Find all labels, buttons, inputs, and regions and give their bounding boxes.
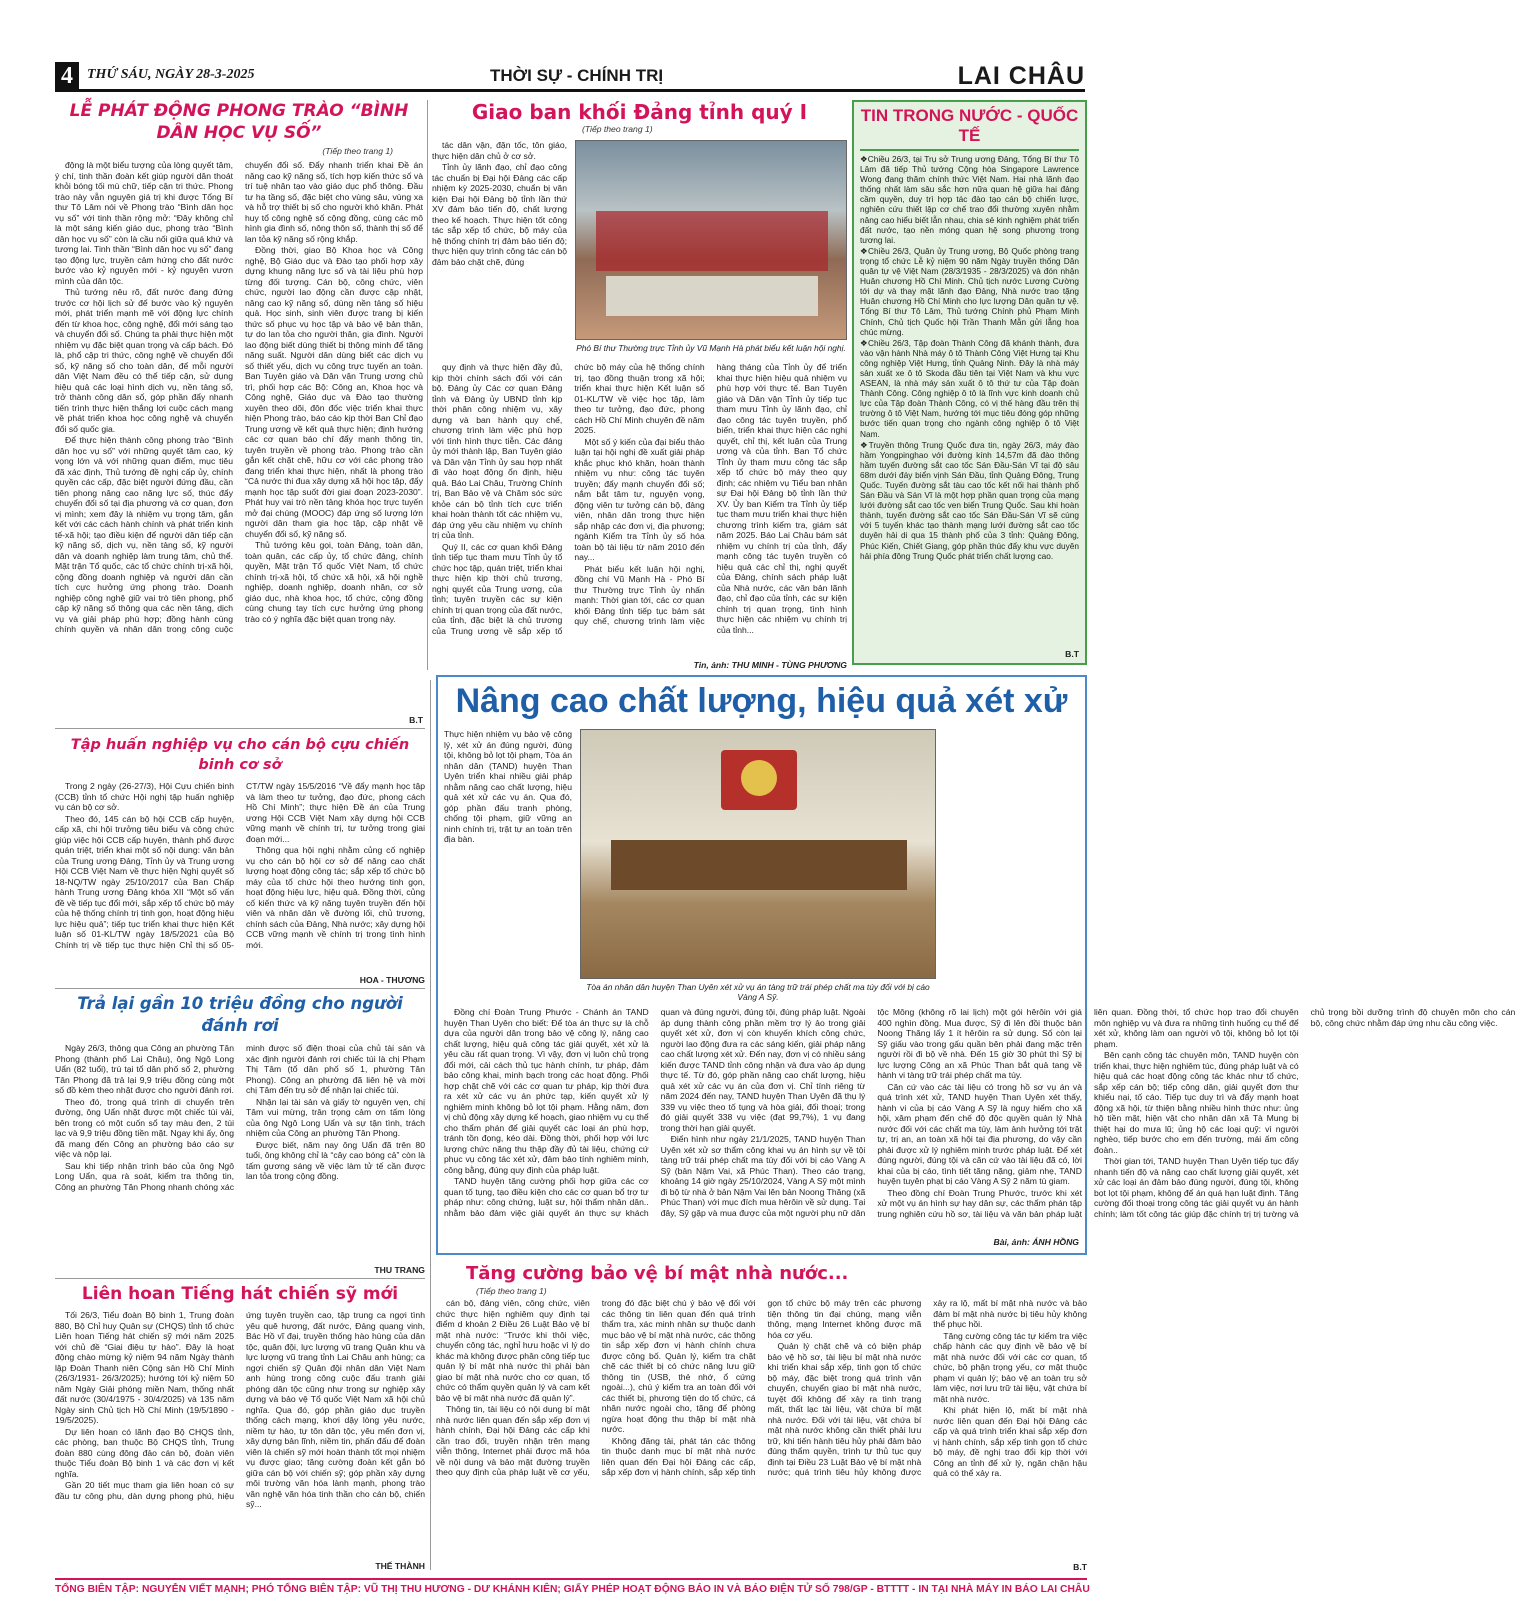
paragraph: Thời gian tới, TAND huyện Than Uyên tiếp tục đẩy nhanh tiến độ và nâng cao chất lượng giải quyết, xét xử các loại án đảm bảo đúng người, đúng tội, không bọt lọt tội phạm, không để án quá hạn luật định. Tăng cường đối thoại trong công tác giải quyết vụ án hành chính; làm tốt công tác giúp đặc chính trị trị tường và chủ trọng bồi dưỡng trình độ chuyên môn cho cán bộ, công chức nhằm đáp ứng nhu cầu công việc. [1093, 1007, 1515, 1219]
paragraph: Gần 20 tiết mục tham gia liên hoan có sự đầu tư công phu, dàn dựng phong phú, hiệu ứng tuyên truyền cao, tập trung ca ngợi tình yêu quê hương, đất nước, Đảng quang vinh, Bác Hồ vĩ đại, truyền thống hào hùng của dân tộc, quân đội, lực lượng vũ trang Quân khu và lực lượng vũ trang tỉnh Lai Châu anh hùng; ca ngợi chiến sỹ Quân đội nhân dân Việt Nam anh hùng trong công cuộc đấu tranh giải phóng dân tộc cũng như trong sự nghiệp xây dựng và bảo vệ Tổ quốc Việt Nam xã hội chủ nghĩa. Qua đó, góp phần giáo dục truyền thống cách mạng, khơi dậy lòng yêu nước, niềm tự hào, tự tôn dân tộc, yêu mến đơn vị, xây dựng bản lĩnh, niềm tin, phấn đấu để đoàn viên là chiến sỹ mới hoàn thành tốt mọi nhiệm vụ được giao; tăng cường đoàn kết gắn bó giữa cán bộ với chiến sỹ; góp phần xây dựng môi trường văn hóa lành mạnh, phong trào văn nghệ văn hóa tinh thần cho cán bộ, chiến sỹ... [55, 1310, 425, 1509]
article-title: Tập huấn nghiệp vụ cho cán bộ cựu chiến binh cơ sở [70, 737, 410, 773]
paragraph: Theo đồng chí Đoàn Trung Phước, trước khi xét xử một vụ án hình sự hay dân sự, các thẩm phán tập trung nghiên cứu hồ sơ, tài liệu và văn bản pháp luật liên quan. Đồng thời, tổ chức họp trao đổi chuyên môn nghiệp vụ và đưa ra những tình huống cụ thể để xét xử, không làm oan người vô tội, không bỏ lọt tội phạm. [877, 1007, 1299, 1219]
paragraph: quy định và thực hiện đầy đủ, kịp thời chính sách đối với cán bộ. Đảng ủy Các cơ quan Đảng tỉnh và Đảng ủy UBND tỉnh kịp thời phân công nhiệm vụ, xây dựng và ban hành quy chế, chương trình làm việc phù hợp với tình hình thực tiễn. Các đảng ủy mới thành lập, Ban Tuyên giáo và Dân vận Tỉnh ủy sau hợp nhất đi vào hoạt động ổn định, hiệu quả. Báo Lai Châu, Trường Chính trị, Ban Bảo vệ và Chăm sóc sức khỏe cán bộ tỉnh tích cực triển khai hoàn thành tốt các nhiệm vụ, đáp ứng yêu cầu nhiệm vụ chính trị của tỉnh. [432, 362, 563, 540]
paragraph: Ngày 26/3, thông qua Công an phường Tân Phong (thành phố Lai Châu), ông Ngô Long Uẩn (82 tuổi), trú tại tổ dân phố số 2, phường Tân Phong đã trả lại 9,9 triệu đồng cùng một số đồ kèm theo nhặt được cho người đánh rơi. [55, 1043, 234, 1095]
news-box-body [860, 154, 1079, 561]
paragraph: Một số ý kiến của đại biểu thảo luận tại hội nghị đề xuất giải pháp khắc phục khó khăn, hoàn thành nhiệm vụ như: công tác tuyên truyền; đẩy mạnh chuyển đổi số; nắm bắt tâm tư, nguyện vọng, động viên tư tưởng cán bộ, đảng viên, nhân dân trong thực hiện sắp nhập các đơn vị, địa phương; ngành Kiểm tra Tỉnh ủy số hóa toàn bộ tài liệu từ năm 2010 đến nay... [574, 436, 705, 562]
paragraph: Thủ tướng nêu rõ, đất nước đang đứng trước cơ hội lịch sử để bước vào kỷ nguyên mới, phát triển mạnh mẽ với động lực chính đến từ khoa học, công nghệ, đổi mới sáng tạo và chuyển đổi số. Chúng ta phải thực hiện một nhiệm vụ đặc biệt quan trọng và cấp bách. Đó là, phổ cập tri thức, công nghệ về chuyển đổi số, kỹ năng số cho toàn dân, để mỗi người dân Việt Nam đều có thể tiếp cận, sử dụng hiệu quả các loại hình dịch vụ, nền tảng số, trở thành công dân số, góp phần đẩy nhanh tiến trình thực hiện thắng lợi cuộc cách mạng về phát triển khoa học công nghệ và chuyển đổi số quốc gia. [55, 287, 233, 434]
article-tra-lai [55, 993, 425, 1275]
news-item: ❖Chiều 26/3, Tập đoàn Thành Công đã khánh thành, đưa vào vận hành Nhà máy ô tô Thành Công Việt Hưng tại Khu công nghiệp Việt Hưng, tỉnh Quảng Ninh. Đây là nhà máy sản xuất xe ô tô Skoda đầu tiên tại Việt Nam và khu vực ASEAN, là nhà máy sản xuất ô tô thứ tư của Tập đoàn Thành Công. Công nghiệp ô tô là lĩnh vực kinh doanh chủ lực của Tập đoàn Thành Công, có vị thế hàng đầu trên thị trường ô tô Việt Nam, hướng tới mục tiêu đóng góp những bước tiến quan trọng cho ngành công nghiệp ô tô Việt Nam. [860, 337, 1079, 439]
news-item: ❖Truyền thông Trung Quốc đưa tin, ngày 26/3, máy đào hầm Yongpinghao với đường kính 14,57m đã đào thông hầm tuyến đường sắt cao tốc Sán Đầu-Sán Vĩ tại độ sâu 68m dưới đáy biển vịnh Sán Đầu, tỉnh Quảng Đông, Trung Quốc. Tuyến đường sắt tàu cao tốc kết nối hai thành phố Sán Đầu và Sán Vĩ là một hợp phần quan trọng của mạng lưới đường sắt cao tốc ven biển Trung Quốc. Sau khi hoàn thành, tuyến đường sắt cao tốc Sán Đầu-Sán Vĩ sẽ cùng với 5 tuyến khác tạo thành mạng lưới đường sắt cao tốc duyên hải di qua 15 thành phố của 3 tỉnh: Quảng Đông, Phúc Kiến, Chiết Giang, góp phần thúc đẩy khu vực duyên hải phía đông Trung Quốc phát triển chất lượng cao. [860, 439, 1079, 561]
court-photo [580, 729, 936, 979]
paragraph: Tỉnh ủy lãnh đạo, chỉ đạo công tác chuẩn bị Đại hội Đảng các cấp nhiệm kỳ 2025-2030, chuẩn bị văn kiện Đại hội Đảng bộ tỉnh lần thứ XV đảm bảo tiến độ, chất lượng theo kế hoạch. Thực hiện tốt công tác sắp xếp tổ chức, bộ máy của hệ thống chính trị đảm bảo tiến độ; thực hiện quy trình công tác cán bộ đảm bảo chặt chẽ, đúng [432, 162, 567, 267]
paragraph: Dự liên hoan có lãnh đạo Bộ CHQS tỉnh, các phòng, ban thuộc Bộ CHQS tỉnh, Trung đoàn 880 cùng đông đảo cán bộ, đoàn viên thuộc Tiểu đoàn Bộ binh 1 và các đơn vị kết nghĩa. [55, 1426, 234, 1479]
byline: THU TRANG [374, 1265, 425, 1275]
paragraph: Thông qua hội nghị nhằm củng cố nghiệp vụ cho cán bộ hội cơ sở để nâng cao chất lượng hoạt động công tác; sắp xếp tổ chức bộ máy của tổ chức hội theo hướng tinh gọn, hoạt động hiệu lực, hiệu quả. Đồng thời, củng cố kiến thức và kỹ năng tuyên truyền đến hội viên và nhân dân về đường lối, chủ trương, chính sách của Đảng, Nhà nước; xây dựng hội CCB vững mạnh về chính trị trong tình hình mới. [246, 845, 425, 950]
article-lien-hoan [55, 1283, 425, 1571]
paper-name: LAI CHÂU [957, 62, 1085, 90]
lead-paragraph: Thực hiện nhiệm vụ bảo vệ công lý, xét xử án đúng người, đúng tội, không bỏ lọt tội phạm, Tòa án nhân dân (TAND) huyện Than Uyên triển khai nhiều giải pháp nhằm nâng cao chất lượng, hiệu quả xét xử các vụ án. Qua đó, góp phần đấu tranh phòng, chống tội phạm, giữ vững an ninh chính trị, trật tự an toàn trên địa bàn. [444, 729, 572, 844]
news-box [852, 100, 1087, 665]
section-title: THỜI SỰ - CHÍNH TRỊ [490, 66, 664, 85]
article-body [444, 1007, 1515, 1225]
article-intro [432, 140, 567, 365]
article-title: LỄ PHÁT ĐỘNG PHONG TRÀO “BÌNH DÂN HỌC VỤ SỐ” [69, 101, 409, 143]
paragraph: Tối 26/3, Tiểu đoàn Bộ binh 1, Trung đoàn 880, Bộ Chỉ huy Quân sự (CHQS) tỉnh tổ chức Liên hoan Tiếng hát chiến sỹ mới năm 2025 với chủ đề “Giai điệu tự hào”. Đây là hoạt động chào mừng kỷ niệm 94 năm Ngày thành lập Đoàn Thanh niên Cộng sản Hồ Chí Minh (26/3/1931- 26/3/2025); hướng tới kỷ niệm 50 năm Ngày Giải phóng miền Nam, thống nhất đất nước (30/4/1975 - 30/4/2025) và 135 năm Ngày sinh Chủ tịch Hồ Chí Minh (19/5/1890 - 19/5/2025). [55, 1310, 234, 1425]
byline: THẾ THÀNH [375, 1561, 425, 1571]
paragraph: Sau khi tiếp nhận trình báo của ông Ngô Long Uẩn, qua rà soát, kiểm tra thông tin, Công an phường Tân Phong nhanh chóng xác minh được số điện thoại của chủ tài sản và xác định người đánh rơi chiếc túi là chị Phạm Thị Tâm (tổ dân phố số 1, phường Tân Phong). Công an phường đã liên hệ và mời chị Tâm đến trụ sở để nhận lại chiếc túi. [55, 1043, 425, 1192]
paragraph: Thông tin, tài liệu có nội dung bí mật nhà nước liên quan đến sắp xếp đơn vị hành chính, Đại hội Đảng các cấp khi cần trao đổi, truyền nhận trên mạng viễn thông, Internet phải được mã hóa về nội dung và bảo mật đường truyền theo quy định của pháp luật về cơ yếu, trong đó đặc biệt chú ý bảo vệ đối với các thông tin liên quan đến quá trình thẩm tra, xác minh nhân sự thuộc danh mục bảo vệ bí mật nhà nước, các thông tin sắp xếp đơn vị hành chính chưa được công bố. Quản lý, kiểm tra chặt chẽ các thiết bị có chức năng lưu giữ thông tin (USB, thẻ nhớ, ổ cứng ngoài...), chú ý kiểm tra an toàn đối với các thiết bị, phương tiện do tổ chức, cá nhân nước ngoài cho, tặng để phòng ngừa hoạt động thu thập bí mật nhà nước. [436, 1298, 756, 1477]
paragraph: Không đăng tải, phát tán các thông tin thuộc danh mục bí mật nhà nước liên quan đến Đại hội Đảng các cấp, sắp xếp đơn vị hành chính, sắp xếp tinh gọn tổ chức bộ máy trên các phương tiện thông tin đại chúng, mạng viễn thông, mạng Internet không được mã hóa cơ yếu. [601, 1298, 922, 1477]
article-xet-xu [436, 675, 1515, 1255]
article-body [55, 781, 425, 987]
byline: B.T [1073, 1562, 1087, 1572]
paragraph: Để thực hiện thành công phong trào “Bình dân học vụ số” với những quyết tâm cao, kỳ vọng lớn và với những quan điểm, mục tiêu đã xác định, Thủ tướng đề nghị cấp ủy, chính quyền các cấp, đặc biệt người đứng đầu, cần tiên phong nâng cao năng lực số, thúc đẩy chuyển đổi số tại địa phương và cơ quan, đơn vị mình; xem đây là nhiệm vụ trọng tâm, gắn kết với các cách hành chính và phát triển kinh tế-xã hội; tạo điều kiện để người dân tiếp cận kỹ năng số, dịch vụ, nền tảng số, kỹ người dân và doanh nghiệp làm trung tâm, chủ thể. Mặt trận Tổ quốc, các tổ chức chính trị-xã hội, cộng đồng doanh nghiệp và người dân cần tích cực hưởng ứng phong trào. Doanh nghiệp công nghệ giữ vai trò tiên phong, phổ cập kỹ năng số thông qua các nền tảng, dịch vụ và giải pháp phù hợp; đồng hành cùng chính quyền và nhân dân trong công cuộc chuyển đổi số. Đẩy nhanh triển khai Đề án nâng cao kỹ năng số, tích hợp kiến thức số và trí tuệ nhân tạo vào giáo dục phổ thông. Đầu tư hạ tầng số, đặc biệt cho vùng sâu, vùng xa và hỗ trợ thiết bị số cho người khó khăn. Phát huy tổ công nghệ số cộng đồng, cùng các mô hình gia đình số, nông thôn số, thành thị số để lan tỏa kỹ năng số rộng khắp. [55, 160, 423, 634]
paragraph: Thủ tướng kêu gọi, toàn Đảng, toàn dân, toàn quân, các cấp ủy, tổ chức đảng, chính quyền, Mặt trận Tổ quốc Việt Nam, tổ chức chính trị-xã hội, tổ chức xã hội, xã hội nghề nghiệp, doanh nghiệp, doanh nhân, cơ sở giáo dục, nhà khoa học, tổ chức, cộng đồng cùng chung tay tích cực hưởng ứng phong trào có ý nghĩa đặc biệt quan trọng này. [245, 540, 423, 624]
continued-note: (Tiếp theo trang 1) [322, 146, 393, 156]
paragraph: Theo đó, 145 cán bộ hội CCB cấp huyện, cấp xã, chi hội trưởng tiêu biểu và công chức giúp việc hội CCB cấp huyện, thành phố được quán triệt, triển khai một số nội dung: văn bản của Trung ương Đảng, Tỉnh ủy và Trung ương Hội CCB Việt Nam về thực hiện Nghị quyết số 18-NQ/TW ngày 25/10/2017 của Ban Chấp hành Trung ương Đảng khóa XII “Một số vấn đề về tiếp tục đổi mới, sắp xếp tổ chức bộ máy của hệ thống chính trị tinh gọn, hoạt động hiệu lực hiệu quả”; tiếp tục triển khai thực hiện Kết luận số 01-KL/TW ngày 18/5/2021 của Bộ Chính trị về tiếp tục thực hiện Chỉ thị số 05-CT/TW ngày 15/5/2016 “Về đẩy mạnh học tập và làm theo tư tưởng, đạo đức, phong cách Hồ Chí Minh”; thực hiện Đề án của Trung ương Hội CCB Việt Nam xây dựng hội CCB vững mạnh về chính trị, tư tưởng trong giai đoạn mới... [55, 781, 425, 950]
paragraph: tác dân vận, đặn tốc, tôn giáo, thực hiện dân chủ ở cơ sở. [432, 140, 567, 161]
article-body [436, 1298, 1087, 1566]
issue-date: THỨ SÁU, NGÀY 28-3-2025 [87, 67, 255, 82]
paragraph: Điển hình như ngày 21/1/2025, TAND huyện Than Uyên xét xử sơ thẩm công khai vụ án hình sự về tội tàng trữ trái phép chất ma túy đối với bị cáo Vàng A Sỹ (bản Nậm Vai, xã Phúc Than). Theo cáo trạng, khoảng 14 giờ ngày 25/10/2024, Vàng A Sỹ một mình đi bộ từ nhà ở bản Nậm Vai lên bản Noong Thăng (xã Phúc Than) với mục đích mua hêrôin về sử dụng. Tại đây, Sỹ gặp và mua được của một người phụ nữ dân tộc Mông (không rõ lai lịch) một gói hêrôin với giá 400 nghìn đồng. Mua được, Sỹ đi lên đồi thuộc bản Noong Thăng lấy 1 ít hêrôin ra sử dụng. Số còn lại Sỹ giấu vào trong gấu quần bên phải đang mặc trên người rồi đi bộ về nhà. Đến 15 giờ 30 phút thì Sỹ bị lực lượng Công an xã Phúc Than bắt quả tang về hành vi tàng trữ trái phép chất ma túy. [660, 1007, 1082, 1218]
photo-caption: Tòa án nhân dân huyện Than Uyên xét xử vụ án tàng trữ trái phép chất ma túy đối với bị cáo Vàng A Sỹ. [586, 982, 930, 1002]
paragraph: cán bộ, đảng viên, công chức, viên chức thực hiện nghiêm quy định tại điểm d khoản 2 Điều 26 Luật Bảo vệ bí mật nhà nước: “Trước khi thôi việc, chuyển công tác, nghỉ hưu hoặc vì lý do khác mà không được phân công tiếp tục quản lý bí mật nhà nước thì phải bàn giao bí mật nhà nước cho cơ quan, tổ chức có thẩm quyền quản lý và cam kết bảo vệ bí mật nhà nước đã quản lý”. [436, 1298, 590, 1403]
article-body [55, 1043, 425, 1279]
paragraph: Được biết, năm nay ông Uẩn đã trên 80 tuổi, ông không chỉ là “cây cao bóng cả” còn là tấm gương sáng về việc làm tử tế cần được lan tỏa trong cộng đồng. [246, 1139, 425, 1181]
page-number: 4 [55, 62, 79, 90]
meeting-photo [575, 140, 847, 340]
byline: Bài, ảnh: ÁNH HỒNG [993, 1237, 1079, 1247]
paragraph: động là một biểu tượng của lòng quyết tâm, ý chí, tinh thần đoàn kết giúp người dân thoát khỏi bóng tối mù chữ, tiếp cận tri thức. Phong trào này vẫn nguyên giá trị khi được Tổng Bí thư Tô Lâm nói về Phong trào “Bình dân học vụ số” với tinh thần rộng mở: “Đây không chỉ là một sáng kiến giáo dục, phong trào “Bình dân học vụ số” còn là cầu nối giữa quá khứ và tương lai. Tinh thần “Bình dân học vụ số” đang tạo động lực, truyền cảm hứng cho đất nước bước vào kỷ nguyên mới - kỷ nguyên vươn mình của dân tộc. [55, 160, 233, 286]
footer-text: TỔNG BIÊN TẬP: NGUYỄN VIẾT MẠNH; PHÓ TỔNG BIÊN TẬP: VŨ THỊ THU HƯƠNG - DƯ KHÁNH KIÊN; GIẤY PHÉP HOẠT ĐỘNG BÁO IN VÀ BÁO ĐIỆN TỬ SỐ 798/GP - BTTTT - IN TẠI NHÀ MÁY IN BÁO LAI CHÂU [55, 1584, 1090, 1595]
paragraph: Bên cạnh công tác chuyên môn, TAND huyện còn triển khai, thực hiện nghiêm túc, đúng pháp luật và có hiệu quả các hoạt động công tác khác như tổ chức, sắp xếp cán bộ; tiếp công dân, giải quyết đơn thư khiếu nại, tố cáo. Tiếp tục duy trì và đẩy mạnh hoạt động xã hội, từ thiện bằng nhiều hình thức như: ủng hộ tiền mặt, hiện vật cho nhân dân xã Tà Mung bị thiệt hại do mưa lũ; ủng hộ các loại quỹ: vì người nghèo, tiếp bước cho em đến trường, mái ấm công đoàn.. [1093, 1050, 1299, 1155]
article-bi-mat [436, 1262, 1087, 1572]
photo-caption: Phó Bí thư Thường trực Tỉnh ủy Vũ Mạnh Hà phát biểu kết luận hội nghị. [576, 343, 846, 353]
paragraph: Nhận lại tài sản và giấy tờ nguyên vẹn, chị Tâm vui mừng, trân trọng cảm ơn tấm lòng của ông Ngô Long Uẩn và sự tận tình, trách nhiệm của Công an phường Tân Phong. [246, 1096, 425, 1138]
paragraph: Đồng chí Đoàn Trung Phước - Chánh án TAND huyện Than Uyên cho biết: Để tòa án thực sự là chỗ dựa của người dân trong bảo vệ công lý, nâng cao chất lượng, hiệu quả công tác giải quyết, xét xử là yêu cầu rất quan trọng. Vì vậy, đơn vị luôn chủ trọng đổi mới, cải cách thủ tục hành chính, tư pháp, đảm bảo công khai, minh bạch trong các hoạt động. Phối hợp chặt chẽ với các cơ quan tư pháp, kịp thời đưa ra xét xử các vụ án phức tạp, kiến quyết xử lý nghiêm minh không bỏ lọt tội phạm. Hằng năm, đơn vị chủ động xây dựng kế hoạch, giao nhiệm vụ cụ thể cho thẩm phán để giải quyết các loại án phù hợp, tránh tồn đọng, kéo dài. Đồng thời, phối hợp với lực lượng chức năng thu thập đầy đủ tài liệu, chứng cứ phục vụ công tác xét xử, đảm bảo tính nghiêm minh, công bằng, đúng quy định của pháp luật. [444, 1007, 649, 1175]
masthead [55, 62, 1085, 92]
continued-note: (Tiếp theo trang 1) [476, 1286, 547, 1296]
article-tap-huan [55, 735, 425, 985]
paragraph: Quản lý chặt chẽ và có biện pháp bảo vệ hồ sơ, tài liệu bí mật nhà nước khi triển khai sắp xếp, tinh gọn tổ chức bộ máy, đặc biệt trong quá trình vận chuyển, chuyển giao bí mật nhà nước, tuyệt đối không để xảy ra tình trạng mất, thất lạc tài liệu, vật chứa bí mật nhà nước. Đối với tài liệu, vật chứa bí mật nhà nước không cần thiết phải lưu trữ, khi tiến hành tiêu hủy phải đảm bảo đúng thẩm quyền, trình tự thủ tục quy định tại Điều 23 Luật Bảo vệ bí mật nhà nước; quá trình tiêu hủy không được xảy ra lộ, mất bí mật nhà nước và bảo đảm bí mật nhà nước bị tiêu hủy không thể phục hồi. [767, 1298, 1087, 1477]
article-binh-dan-hoc-vu-so [55, 100, 423, 725]
article-body [55, 1310, 425, 1558]
article-title: Giao ban khối Đảng tỉnh quý I [471, 100, 808, 124]
article-body [55, 160, 423, 725]
news-item: ❖Chiều 26/3, Quân ủy Trung ương, Bộ Quốc phòng trang trọng tổ chức Lễ kỷ niệm 90 năm Ngày truyền thống Dân quân tự vệ Việt Nam (28/3/1935 - 28/3/2025) và đón nhận Huân chương Hồ Chí Minh. Chủ tịch nước Lương Cường tới dự và thay mặt lãnh đạo Đảng, Nhà nước trao tặng Huân chương Hồ Chí Minh cho lực lượng Dân quân tự vệ. Tổng Bí thư Tô Lâm, Thủ tướng Chính phủ Phạm Minh Chính, Chủ tịch Quốc hội Trần Thanh Mẫn gửi lẵng hoa chúc mừng. [860, 245, 1079, 337]
news-box-title: TIN TRONG NƯỚC - QUỐC TẾ [860, 106, 1079, 151]
paragraph: TAND huyện tăng cường phối hợp giữa các cơ quan tố tụng, tạo điều kiện cho các cơ quan bổ trợ tư pháp như: công chứng, luật sư, hội thẩm nhân dân.. nhằm bảo đảm việc giải quyết án thực sự khách quan và đúng người, đúng tội, đúng pháp luật. Ngoài áp dụng thành công phần mềm trợ lý ảo trong giải quyết xét xử, đơn vị còn khuyến khích công chức, người lao động đưa ra các sáng kiến, giải pháp nâng cao chất lượng xét xử. Đến nay, đơn vị có nhiều sáng kiến được TAND tỉnh công nhận và đưa vào áp dụng thực tế. Từ đó, góp phần nâng cao chất lượng, hiệu quả xét xử các vụ án của đơn vị. Chỉ tính riêng từ năm 2024 đến nay, TAND huyện Than Uyên đã thụ lý 339 vụ việc theo tố tụng và hòa giải, đối thoại; trong đó giải quyết 338 vụ việc (đạt 99,7%), 1 vụ đang trong thời hạn giải quyết. [444, 1007, 866, 1218]
paragraph: Trong 2 ngày (26-27/3), Hội Cựu chiến binh (CCB) tỉnh tổ chức Hội nghị tập huấn nghiệp vụ cán bộ cơ sở. [55, 781, 234, 812]
paragraph: Căn cứ vào các tài liệu có trong hồ sơ vụ án và quá trình xét xử, TAND huyện Than Uyên xét thấy, hành vi của bị cáo Vàng A Sỹ là nguy hiểm cho xã hội, xâm phạm đến chế độ độc quyền quản lý Nhà nước đối với các chất ma túy, làm ảnh hưởng tới trật tự, trị an, an toàn xã hội tại địa phương, do vậy cần phải được xử lý nghiêm minh trước pháp luật. Để xét đúng người, đúng tội và căn cứ vào tài liệu đã có, lời khai của bị cáo, tình tiết tăng nặng, giảm nhẹ, TAND huyện tuyên phạt bị cáo Vàng A Sỹ 2 năm tù giam. [877, 1081, 1082, 1186]
continued-note: (Tiếp theo trang 1) [582, 124, 653, 134]
paragraph: Khi phát hiện lộ, mất bí mật nhà nước liên quan đến Đại hội Đảng các cấp và quá trình triển khai sắp xếp đơn vị hành chính, sắp xếp tinh gọn tổ chức bộ máy, đề nghị trao đổi kịp thời với Công an tỉnh để xử lý, ngăn chặn hậu quả có thể xảy ra. [933, 1405, 1087, 1478]
paragraph: Đồng thời, giao Bộ Khoa học và Công nghệ, Bộ Giáo dục và Đào tạo phối hợp xây dựng khung năng lực số và tài liệu phù hợp từng đối tượng. Cán bộ, công chức, viên chức, người lao động cần được cập nhật, nâng cao kỹ năng số, dùng nền tảng số hiệu quả. Học sinh, sinh viên được trang bị kiến thức số phục vụ học tập và bảo vệ bản thân, tự do lan tỏa cho người thân, gia đình. Người lao động biết dùng thiết bị thông minh để tăng năng suất. Người dân dùng biết các dịch vụ số thiết yếu, dịch vụ công trực tuyến an toàn. Ban Tuyên giáo và Dân vận Trung ương chủ trì, phối hợp các Bộ: Công an, Khoa học và Công nghệ, Giáo dục và Đào tạo thường xuyên theo dõi, đôn đốc việc triển khai thực hiện Phong trào, báo cáo kịp thời Ban Chỉ đạo Trung ương về kết quả thực hiện; định hướng các cơ quan báo chí đẩy mạnh thông tin, tuyên truyền về phong trào. Phong trào cần gắn kết chặt chẽ, hữu cơ với các phong trào đang triển khai thực hiện, nhất là phong trào “Cả nước thi đua xây dựng xã hội học tập, đẩy mạnh học tập suốt đời giai đoạn 2023-2030”. Phát huy vai trò nền tảng khóa học trực tuyến mở đại chúng (MOOC) đáp ứng số lượng lớn người dân tham gia học tập, cập nhật về chuyển đổi số, kỹ năng số. [245, 245, 423, 539]
footer-credits [55, 1578, 1090, 1602]
byline: HOA - THƯƠNG [359, 975, 425, 985]
byline: Tin, ảnh: THU MINH - TÙNG PHƯƠNG [693, 660, 847, 670]
paragraph: Quý II, các cơ quan khối Đảng tỉnh tiếp tục tham mưu Tỉnh ủy tổ chức học tập, quán triệt, triển khai thực hiện kịp thời chủ trương, nghị quyết của Trung ương, của tỉnh; tuyên truyền các sự kiện chính trị quan trọng của đất nước, của tỉnh, đặc biệt là chủ trương của Trung ương về sắp xếp tổ chức bộ máy của hệ thống chính trị, tạo đồng thuận trong xã hội; triển khai thực hiện Kết luận số 01-KL/TW về việc học tập, làm theo tư tưởng, đạo đức, phong cách Hồ Chí Minh chuyên đề năm 2025. [432, 362, 705, 636]
article-title: Liên hoan Tiếng hát chiến sỹ mới [81, 1284, 399, 1304]
article-title: Tăng cường bảo vệ bí mật nhà nước... [466, 1263, 849, 1284]
article-body [432, 362, 847, 654]
paragraph: Theo đó, trong quá trình di chuyển trên đường, ông Uẩn nhặt được một chiếc túi vải, bên trong có một cuốn sổ tay màu đen, 2 túi lạc và 9,9 triệu đồng tiền mặt. Ngay khi ấy, ông đã mang đến Công an phường báo cáo sự việc và nộp lại. [55, 1096, 234, 1159]
paragraph: Tăng cường công tác tự kiểm tra việc chấp hành các quy định về bảo vệ bí mật nhà nước đối với các cơ quan, tổ chức, bộ phận trọng yếu, cơ mật thuộc phạm vi quản lý; bảo vệ an toàn trụ sở làm việc, nơi lưu trữ tài liệu, vật chứa bí mật nhà nước. [933, 1330, 1087, 1404]
byline: B.T [1065, 649, 1079, 659]
article-title: Nâng cao chất lượng, hiệu quả xét xử [455, 682, 1068, 720]
article-giao-ban [432, 100, 847, 670]
news-item: ❖Chiều 26/3, tại Trụ sở Trung ương Đảng, Tổng Bí thư Tô Lâm đã tiếp Thủ tướng Cộng hòa Singapore Lawrence Wong đang thăm chính thức Việt Nam. Hai nhà lãnh đạo thống nhất làm sâu sắc hơn nữa quan hệ giữa hai đảng cầm quyền, duy trì hợp tác đào tạo cán bộ chiến lược, nghiên cứu thiết lập cơ chế trao đổi thường xuyên nhằm nâng cao hiểu biết lẫn nhau, chia sẻ kinh nghiệm phát triển đất nước, tạo nền móng quan hệ song phương trong tương lai. [860, 154, 1079, 245]
article-title: Trả lại gần 10 triệu đồng cho người đánh rơi [77, 994, 403, 1035]
byline: B.T [409, 715, 423, 725]
paragraph: Phát biểu kết luận hội nghị, đồng chí Vũ Mạnh Hà - Phó Bí thư Thường trực Tỉnh ủy nhấn mạnh: Thời gian tới, các cơ quan khối Đảng tỉnh tiếp tục bám sát quy chế, chương trình làm việc hàng tháng của Tỉnh ủy để triển khai thực hiện hiệu quả nhiệm vụ phù hợp với thực tế. Ban Tuyên giáo và Dân vận Tỉnh ủy tiếp tục tham mưu Tỉnh ủy lãnh đạo, chỉ đạo công tác tuyên truyền, phổ biến, triển khai thực hiện các nghị quyết, chỉ thị, kết luận của Trung ương và của tỉnh. Ban Tổ chức Tỉnh ủy tham mưu công tác sắp xếp tổ chức bộ máy theo quy định; các nhiệm vụ Tiểu ban nhân sự Đại hội Đảng bộ tỉnh lần thứ XV. Ủy ban Kiểm tra Tỉnh ủy tiếp tục tham mưu triển khai thực hiện chương trình kiểm tra, giám sát năm 2025. Báo Lai Châu bám sát nhiệm vụ chính trị của tỉnh, đẩy mạnh công tác tuyên truyền có hiệu quả các chỉ thị, nghị quyết của Đảng, chính sách pháp luật của Nhà nước, các văn bản lãnh đạo, chỉ đạo của tỉnh, các sự kiện chính trị quan trọng, tình hình thực hiện các nhiệm vụ chính trị của tỉnh... [574, 362, 847, 635]
